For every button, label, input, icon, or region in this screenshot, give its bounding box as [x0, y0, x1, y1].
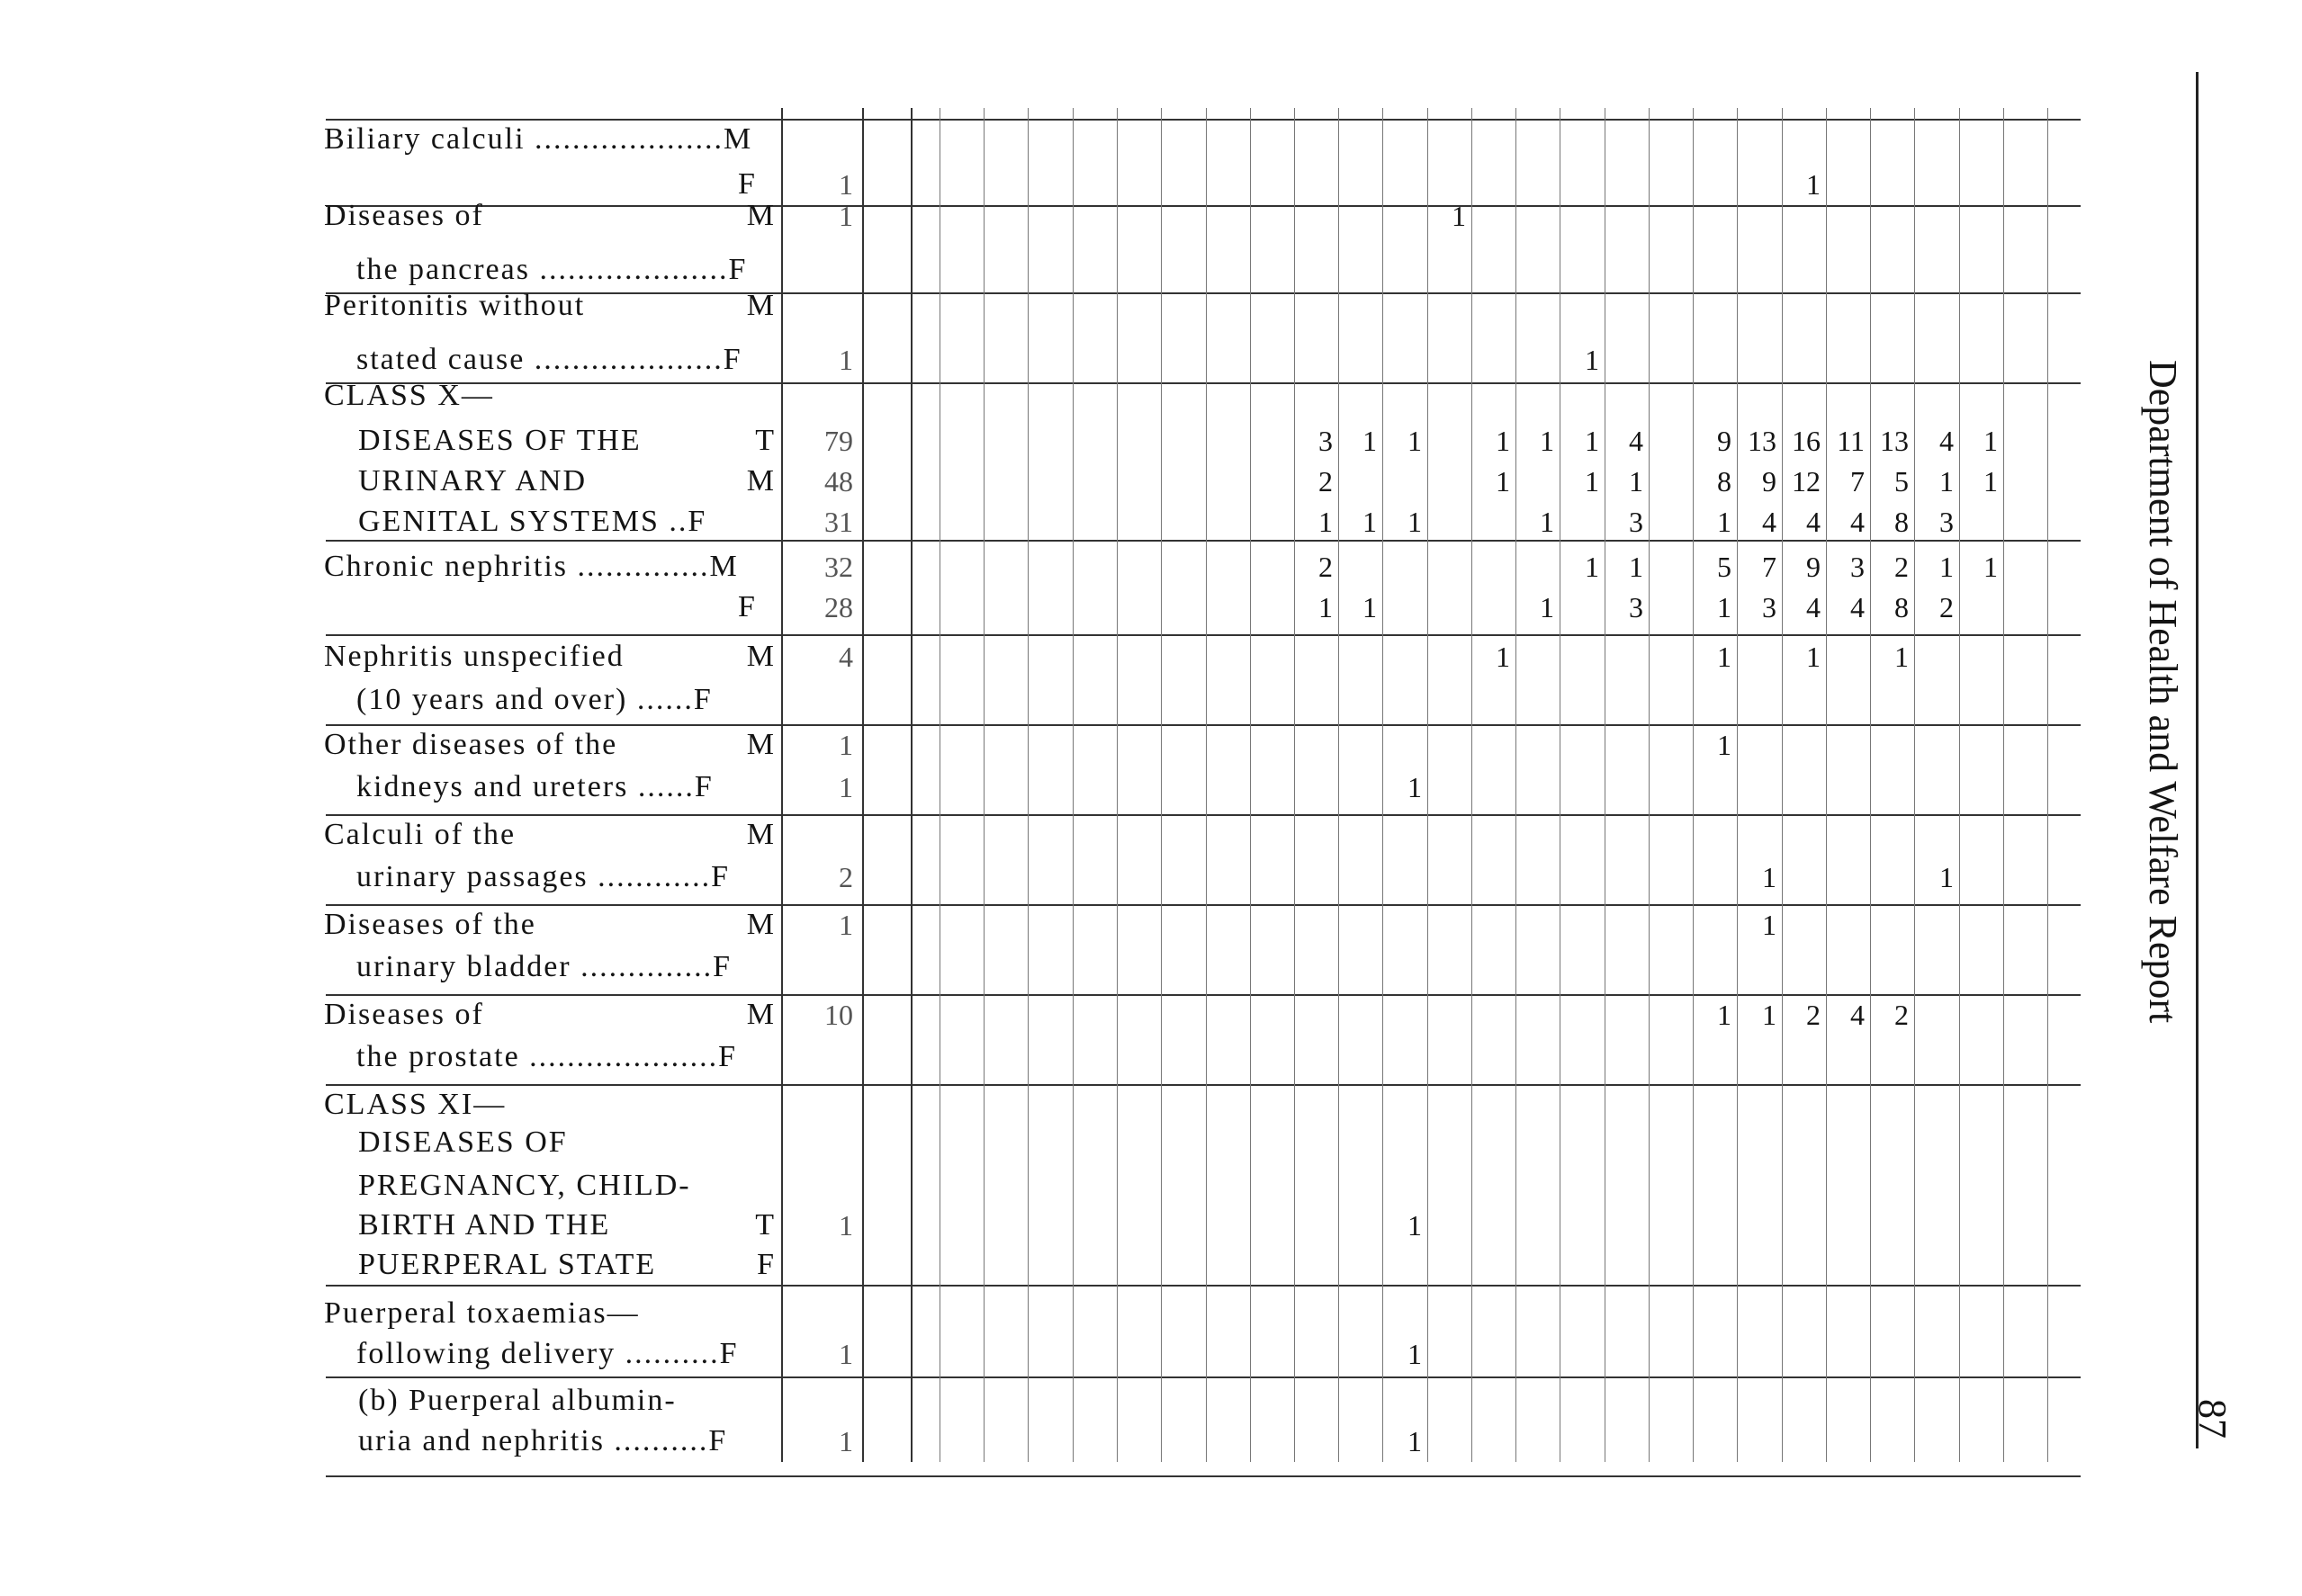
age-group-cell: 1 [1983, 465, 1998, 498]
age-group-cell: 1 [1540, 506, 1554, 538]
column-rule [1294, 108, 1295, 1462]
row-separator [326, 634, 2081, 636]
column-rule [2047, 108, 2048, 1462]
age-group-cell: 1 [1762, 999, 1776, 1031]
row-label: (10 years and over) ......F [356, 683, 713, 716]
age-group-cell: 4 [1629, 425, 1643, 457]
age-group-cell: 1 [1540, 425, 1554, 457]
age-group-cell: 1 [1407, 1209, 1422, 1242]
age-group-cell: 7 [1850, 465, 1865, 498]
age-group-cell: 2 [1894, 999, 1909, 1031]
age-group-cell: 8 [1717, 465, 1731, 498]
total-cell: 1 [839, 200, 853, 232]
age-group-cell: 1 [1762, 861, 1776, 893]
total-cell: 1 [839, 344, 853, 376]
age-group-cell: 1 [1717, 506, 1731, 538]
row-label: DISEASES OF [358, 1125, 568, 1159]
column-rule [1782, 108, 1783, 1462]
column-rule [1870, 108, 1871, 1462]
age-group-cell: 3 [1629, 506, 1643, 538]
column-rule [984, 108, 985, 1462]
row-separator [326, 1084, 2081, 1086]
row-label: Diseases of [324, 998, 484, 1031]
column-rule [1649, 108, 1650, 1462]
row-label: CLASS X— [324, 379, 494, 412]
age-group-cell: 1 [1983, 425, 1998, 457]
age-group-cell: 1 [1585, 465, 1599, 498]
row-label: Calculi of the [324, 818, 517, 851]
age-group-cell: 1 [1585, 551, 1599, 583]
column-rule [1117, 108, 1118, 1462]
age-group-cell: 1 [1806, 168, 1821, 201]
row-separator [326, 540, 2081, 542]
age-group-cell: 1 [1939, 465, 1954, 498]
age-group-cell: 1 [1496, 425, 1510, 457]
row-label: PREGNANCY, CHILD- [358, 1169, 691, 1202]
age-group-cell: 1 [1894, 641, 1909, 673]
row-separator [326, 292, 2081, 294]
age-group-cell: 7 [1762, 551, 1776, 583]
age-group-cell: 3 [1629, 591, 1643, 623]
age-group-cell: 1 [1496, 465, 1510, 498]
age-group-cell: 9 [1806, 551, 1821, 583]
column-rule [1427, 108, 1428, 1462]
age-group-cell: 5 [1717, 551, 1731, 583]
age-group-cell: 12 [1792, 465, 1821, 498]
row-separator [326, 119, 2081, 121]
total-cell: 48 [824, 465, 853, 498]
row-separator [326, 1376, 2081, 1378]
sex-marker: M [746, 464, 774, 498]
column-rule [862, 108, 864, 1462]
column-rule [1737, 108, 1738, 1462]
column-rule [911, 108, 913, 1462]
age-group-cell: 1 [1407, 425, 1422, 457]
age-group-cell: 4 [1762, 506, 1776, 538]
column-rule [1073, 108, 1074, 1462]
total-cell: 2 [839, 861, 853, 893]
age-group-cell: 1 [1762, 909, 1776, 941]
total-cell: 1 [839, 729, 853, 761]
age-group-cell: 2 [1318, 465, 1333, 498]
sex-marker: T [755, 1208, 774, 1242]
sex-marker: M [746, 728, 774, 761]
column-rule [1206, 108, 1207, 1462]
row-label: uria and nephritis ..........F [358, 1424, 728, 1457]
row-label: the pancreas ....................F [356, 253, 748, 286]
row-label: Chronic nephritis ..............M [324, 550, 739, 583]
total-cell: 1 [839, 1209, 853, 1242]
row-label: URINARY AND [358, 464, 588, 498]
page-number: 87 [2190, 1399, 2235, 1439]
total-cell: 4 [839, 641, 853, 673]
age-group-cell: 1 [1939, 551, 1954, 583]
row-label: Diseases of the [324, 908, 536, 941]
row-label: F [738, 590, 757, 623]
age-group-cell: 4 [1806, 591, 1821, 623]
row-label: Nephritis unspecified [324, 640, 625, 673]
total-cell: 10 [824, 999, 853, 1031]
age-group-cell: 13 [1880, 425, 1909, 457]
column-rule [1693, 108, 1694, 1462]
row-label: Biliary calculi ....................M [324, 122, 753, 156]
row-separator [326, 382, 2081, 384]
total-cell: 31 [824, 506, 853, 538]
age-group-cell: 1 [1496, 641, 1510, 673]
age-group-cell: 16 [1792, 425, 1821, 457]
age-group-cell: 8 [1894, 591, 1909, 623]
age-group-cell: 1 [1629, 465, 1643, 498]
total-cell: 1 [839, 771, 853, 803]
row-label: GENITAL SYSTEMS ..F [358, 505, 707, 538]
column-rule [1914, 108, 1915, 1462]
sex-marker: T [755, 424, 774, 457]
row-label: BIRTH AND THE [358, 1208, 611, 1242]
row-label: Peritonitis without [324, 289, 586, 322]
age-group-cell: 1 [1717, 729, 1731, 761]
total-cell: 1 [839, 1338, 853, 1370]
column-rule [1161, 108, 1162, 1462]
age-group-cell: 2 [1318, 551, 1333, 583]
age-group-cell: 3 [1939, 506, 1954, 538]
age-group-cell: 3 [1850, 551, 1865, 583]
age-group-cell: 5 [1894, 465, 1909, 498]
sex-marker: M [746, 908, 774, 941]
row-separator [326, 994, 2081, 996]
age-group-cell: 1 [1407, 1425, 1422, 1457]
row-label: F [738, 167, 757, 201]
row-label: urinary passages ............F [356, 860, 731, 893]
row-label: PUERPERAL STATE [358, 1248, 657, 1281]
side-rule [2196, 72, 2199, 1448]
row-label: CLASS XI— [324, 1088, 507, 1121]
row-label: stated cause ....................F [356, 343, 742, 376]
sex-marker: M [746, 199, 774, 232]
row-separator [326, 1475, 2081, 1477]
age-group-cell: 1 [1362, 425, 1377, 457]
total-cell: 1 [839, 168, 853, 201]
row-label: Puerperal toxaemias— [324, 1296, 640, 1330]
column-rule [1959, 108, 1960, 1462]
age-group-cell: 1 [1362, 506, 1377, 538]
row-separator [326, 814, 2081, 816]
column-rule [1250, 108, 1251, 1462]
row-label: following delivery ..........F [356, 1337, 739, 1370]
sex-marker: F [757, 1248, 774, 1281]
row-label: (b) Puerperal albumin- [358, 1384, 677, 1417]
age-group-cell: 1 [1717, 591, 1731, 623]
age-group-cell: 1 [1939, 861, 1954, 893]
age-group-cell: 1 [1629, 551, 1643, 583]
sex-marker: M [746, 998, 774, 1031]
row-label: DISEASES OF THE [358, 424, 642, 457]
row-label: kidneys and ureters ......F [356, 770, 714, 803]
age-group-cell: 3 [1318, 425, 1333, 457]
sex-marker: M [746, 818, 774, 851]
age-group-cell: 4 [1939, 425, 1954, 457]
age-group-cell: 3 [1762, 591, 1776, 623]
age-group-cell: 2 [1939, 591, 1954, 623]
age-group-cell: 9 [1762, 465, 1776, 498]
column-rule [1338, 108, 1339, 1462]
column-rule [1515, 108, 1516, 1462]
row-label: Diseases of [324, 199, 484, 232]
total-cell: 1 [839, 1425, 853, 1457]
sex-marker: M [746, 640, 774, 673]
age-group-cell: 1 [1318, 591, 1333, 623]
total-cell: 28 [824, 591, 853, 623]
age-group-cell: 1 [1362, 591, 1377, 623]
age-group-cell: 11 [1837, 425, 1865, 457]
total-cell: 1 [839, 909, 853, 941]
age-group-cell: 1 [1585, 344, 1599, 376]
age-group-cell: 1 [1407, 1338, 1422, 1370]
age-group-cell: 4 [1806, 506, 1821, 538]
report-title: Department of Health and Welfare Report [2141, 360, 2185, 1024]
row-label: urinary bladder ..............F [356, 950, 733, 983]
age-group-cell: 1 [1585, 425, 1599, 457]
age-group-cell: 1 [1452, 200, 1466, 232]
row-separator [326, 205, 2081, 207]
age-group-cell: 8 [1894, 506, 1909, 538]
age-group-cell: 1 [1717, 999, 1731, 1031]
age-group-cell: 1 [1407, 771, 1422, 803]
column-rule [1028, 108, 1029, 1462]
age-group-cell: 4 [1850, 506, 1865, 538]
row-separator [326, 904, 2081, 906]
total-cell: 32 [824, 551, 853, 583]
age-group-cell: 1 [1318, 506, 1333, 538]
age-group-cell: 2 [1806, 999, 1821, 1031]
sex-marker: M [746, 289, 774, 322]
row-label: Other diseases of the [324, 728, 618, 761]
age-group-cell: 13 [1748, 425, 1776, 457]
age-group-cell: 1 [1540, 591, 1554, 623]
age-group-cell: 1 [1806, 641, 1821, 673]
age-group-cell: 4 [1850, 999, 1865, 1031]
column-rule [1826, 108, 1827, 1462]
column-rule [781, 108, 783, 1462]
age-group-cell: 2 [1894, 551, 1909, 583]
row-separator [326, 724, 2081, 726]
age-group-cell: 1 [1407, 506, 1422, 538]
age-group-cell: 1 [1983, 551, 1998, 583]
total-cell: 79 [824, 425, 853, 457]
age-group-cell: 4 [1850, 591, 1865, 623]
age-group-cell: 1 [1717, 641, 1731, 673]
age-group-cell: 9 [1717, 425, 1731, 457]
row-separator [326, 1285, 2081, 1287]
row-label: the prostate ....................F [356, 1040, 738, 1073]
column-rule [1471, 108, 1472, 1462]
column-rule [2003, 108, 2004, 1462]
